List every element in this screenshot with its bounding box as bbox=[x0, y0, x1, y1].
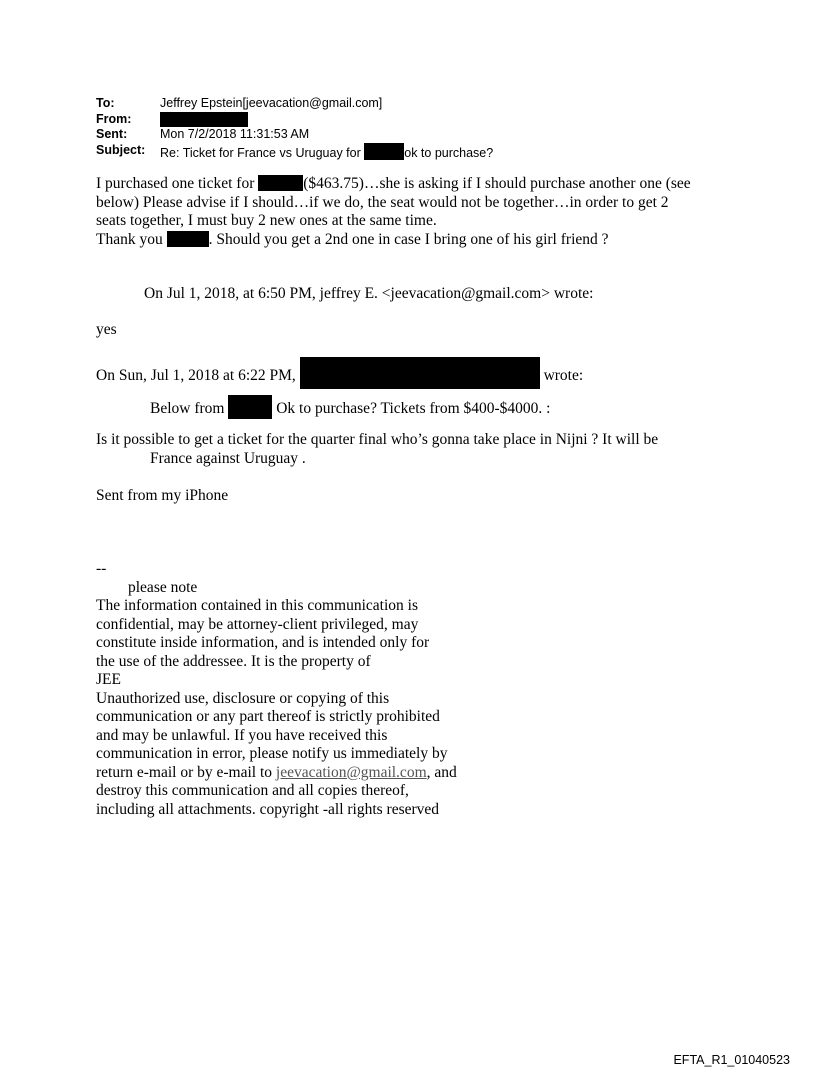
disclaimer-line: destroy this communication and all copies thereof, bbox=[96, 782, 409, 799]
reply-text: yes bbox=[96, 321, 117, 338]
redaction-block bbox=[167, 231, 209, 247]
disclaimer-line: confidential, may be attorney-client privileged, may bbox=[96, 615, 419, 633]
email-link[interactable]: jeevacation@gmail.com bbox=[275, 763, 427, 781]
from-label: From: bbox=[96, 111, 132, 126]
disclaimer-line: communication in error, please notify us immediately by bbox=[96, 745, 448, 762]
below-text: Below from bbox=[150, 400, 225, 417]
disclaimer-line: JEE bbox=[96, 671, 121, 688]
quote2-attribution-text bbox=[96, 357, 736, 389]
quote1-attribution-text: On Jul 1, 2018, at 6:50 PM, jeffrey E. <jeevacation@gmail.com> wrote: bbox=[144, 285, 594, 302]
message-line bbox=[96, 231, 736, 250]
please-note: please note bbox=[128, 578, 198, 596]
disclaimer-line: and may be unlawful. If you have received this bbox=[96, 726, 388, 744]
disclaimer-line: The information contained in this communication is bbox=[96, 597, 418, 614]
document-id: EFTA_R1_01040523 bbox=[673, 1053, 790, 1067]
message-line: seats together, I must buy 2 new ones at the same time. bbox=[96, 212, 437, 229]
subject-value bbox=[160, 143, 493, 162]
below-line bbox=[96, 395, 736, 419]
disclaimer-line: constitute inside information, and is intended only for bbox=[96, 634, 430, 651]
disclaimer-line: including all attachments. copyright -all rights reserved bbox=[96, 800, 440, 818]
disclaimer bbox=[96, 560, 736, 819]
from-value bbox=[160, 112, 248, 129]
subject-text: Re: Ticket for France vs Uruguay for bbox=[160, 145, 361, 160]
quote2-question bbox=[96, 431, 736, 468]
sent-value: Mon 7/2/2018 11:31:53 AM bbox=[160, 127, 310, 141]
message-line bbox=[96, 175, 736, 194]
to-label: To: bbox=[96, 96, 115, 110]
message-body bbox=[96, 175, 736, 249]
quote1-reply bbox=[96, 321, 736, 340]
disclaimer-line: the use of the addressee. It is the property of bbox=[96, 652, 371, 670]
disclaimer-text-end: , and bbox=[426, 763, 457, 781]
attribution-text-end: wrote: bbox=[543, 367, 584, 384]
message-line: below) Please advise if I should…if we do, the seat would not be together…in order to get 2 bbox=[96, 193, 669, 211]
signature-dashes: -- bbox=[96, 560, 107, 577]
redaction-block bbox=[160, 112, 248, 127]
redaction-block bbox=[300, 357, 540, 389]
disclaimer-line: Unauthorized use, disclosure or copying of this bbox=[96, 689, 390, 707]
question-line: Is it possible to get a ticket for the quarter final who’s gonna take place in Nijni ? It will be bbox=[96, 431, 659, 448]
question-line: France against Uruguay . bbox=[150, 449, 306, 467]
subject-label: Subject: bbox=[96, 142, 146, 157]
attribution-text: On Sun, Jul 1, 2018 at 6:22 PM, bbox=[96, 367, 296, 384]
iphone-signature bbox=[96, 487, 736, 506]
sent-label: Sent: bbox=[96, 127, 128, 141]
redaction-block bbox=[228, 395, 272, 419]
message-text: . Should you get a 2nd one in case I bring one of his girl friend ? bbox=[208, 230, 609, 248]
disclaimer-line: communication or any part thereof is strictly prohibited bbox=[96, 708, 440, 725]
below-text-end: Ok to purchase? Tickets from $400-$4000. : bbox=[276, 400, 551, 417]
signature-text: Sent from my iPhone bbox=[96, 487, 229, 504]
message-text: ($463.75)…she is asking if I should purchase another one (see bbox=[303, 175, 691, 192]
redaction-block bbox=[364, 143, 404, 160]
disclaimer-text: return e-mail or by e-mail to bbox=[96, 763, 276, 781]
subject-text-end: ok to purchase? bbox=[404, 145, 494, 160]
message-text: Thank you bbox=[96, 230, 163, 248]
message-text: I purchased one ticket for bbox=[96, 175, 255, 192]
quote1-attribution bbox=[96, 285, 736, 304]
redaction-block bbox=[258, 175, 303, 191]
quote2-below bbox=[96, 395, 736, 419]
quote2-attribution bbox=[96, 357, 736, 389]
disclaimer-line bbox=[96, 764, 736, 783]
to-value: Jeffrey Epstein[jeevacation@gmail.com] bbox=[160, 96, 383, 110]
